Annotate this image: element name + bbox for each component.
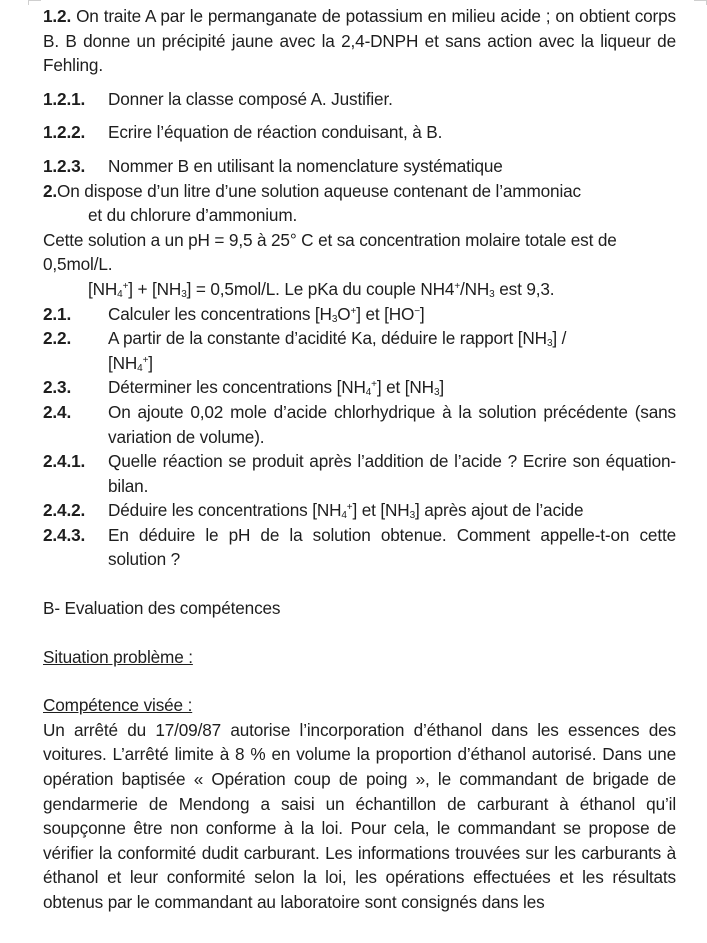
competence-visee-text: Un arrêté du 17/09/87 autorise l’incorporation d’éthanol dans les essences des voitures. L’arrêté limite à 8 % en volume la proportion d’éthanol autorisé. Dans une opération baptisée « Opération coup de poing », le commandant de brigade de gendarmerie de Mendong a saisi un échantillon de carburant à éthanol qu’il soupçonne être non conforme à la loi. Pour cela, le commandant se propose de vérifier la conformité dudit carburant. Les informations trouvées sur les carburants à éthanol et leur conformité selon la loi, les opérations effectuées et les résultats obtenus par le commandant au laboratoire sont consignés dans les: [43, 719, 676, 912]
page-corner-mark-right: [694, 0, 707, 5]
question-2-4: [43, 400, 676, 449]
question-text-line2: et du chlorure d’ammonium.: [88, 205, 298, 226]
question-number: 2.3.: [43, 377, 72, 398]
question-number: 2.4.3.: [43, 524, 86, 545]
question-number: 2.2.: [43, 328, 72, 349]
question-2-context: Cette solution a un pH = 9,5 à 25° C et sa concentration molaire totale est de 0,5mol/L.: [43, 229, 617, 275]
document-page: [43, 4, 676, 915]
question-number: 2.4.2.: [43, 500, 86, 521]
question-2-3: [43, 375, 676, 400]
situation-probleme-title: Situation problème :: [43, 646, 193, 667]
question-number: 1.2.2.: [43, 122, 86, 143]
question-2-4-2: [43, 498, 676, 523]
question-text: Déduire les concentrations $[NH_4^+]$ et $[NH_3]$ après ajout de l’acide: [108, 500, 584, 522]
question-text: On ajoute 0,02 mole d’acide chlorhydrique à la solution précédente (sans variation de volume).: [108, 401, 676, 447]
question-text: Quelle réaction se produit après l’addition de l’acide ? Ecrire son équation-bilan.: [108, 451, 676, 496]
question-number: 2.1.: [43, 303, 72, 324]
question-1-2-1: [43, 87, 676, 112]
question-text: Calculer les concentrations $[H_3O^+]$ et [HO−]: [108, 303, 425, 325]
question-number: 1.2.1.: [43, 88, 86, 109]
question-number: 2.4.1.: [43, 451, 86, 472]
question-number: 2.4.: [43, 401, 72, 422]
question-text: Ecrire l’équation de réaction conduisant, à B.: [108, 122, 443, 143]
question-text: A partir de la constante d’acidité Ka, déduire le rapport $[NH_3]$ / $[NH_4^+]$: [108, 328, 567, 374]
question-text: Donner la classe composé A. Justifier.: [108, 88, 393, 109]
question-number: 1.2.3.: [43, 155, 86, 176]
question-1-2: [43, 4, 676, 78]
question-text: On traite A par le permanganate de potassium en milieu acide ; on obtient corps B. B donne un précipité jaune avec la 2,4-DNPH et sans action avec la liqueur de Fehling.: [43, 6, 676, 76]
question-2: [43, 179, 676, 228]
question-1-2-3: [43, 154, 676, 179]
question-text: Nommer B en utilisant la nomenclature systématique: [108, 155, 503, 176]
question-2-4-1: [43, 449, 676, 498]
question-2-4-3: [43, 523, 676, 572]
question-text-line1: On dispose d’un litre d’une solution aqueuse contenant de l’ammoniac: [57, 180, 581, 201]
page-corner-mark-left: [28, 0, 41, 5]
question-text: Déterminer les concentrations $[NH_4^+]$ et $[NH_3]$: [108, 377, 444, 399]
question-2-2: [43, 326, 676, 375]
section-b-title: B- Evaluation des compétences: [43, 598, 281, 619]
question-2-1: [43, 302, 676, 327]
competence-visee-title: Compétence visée :: [43, 695, 193, 716]
question-number: 2.: [43, 180, 58, 201]
question-text: En déduire le pH de la solution obtenue. Comment appelle-t-on cette solution ?: [108, 524, 676, 570]
question-number: 1.2.: [43, 6, 72, 26]
question-1-2-2: [43, 120, 676, 145]
question-2-relation: $[NH_4^+] + [NH_3] = 0,5mol/L$. Le pKa du couple $NH4^+/NH_3$ est 9,3.: [88, 278, 555, 300]
